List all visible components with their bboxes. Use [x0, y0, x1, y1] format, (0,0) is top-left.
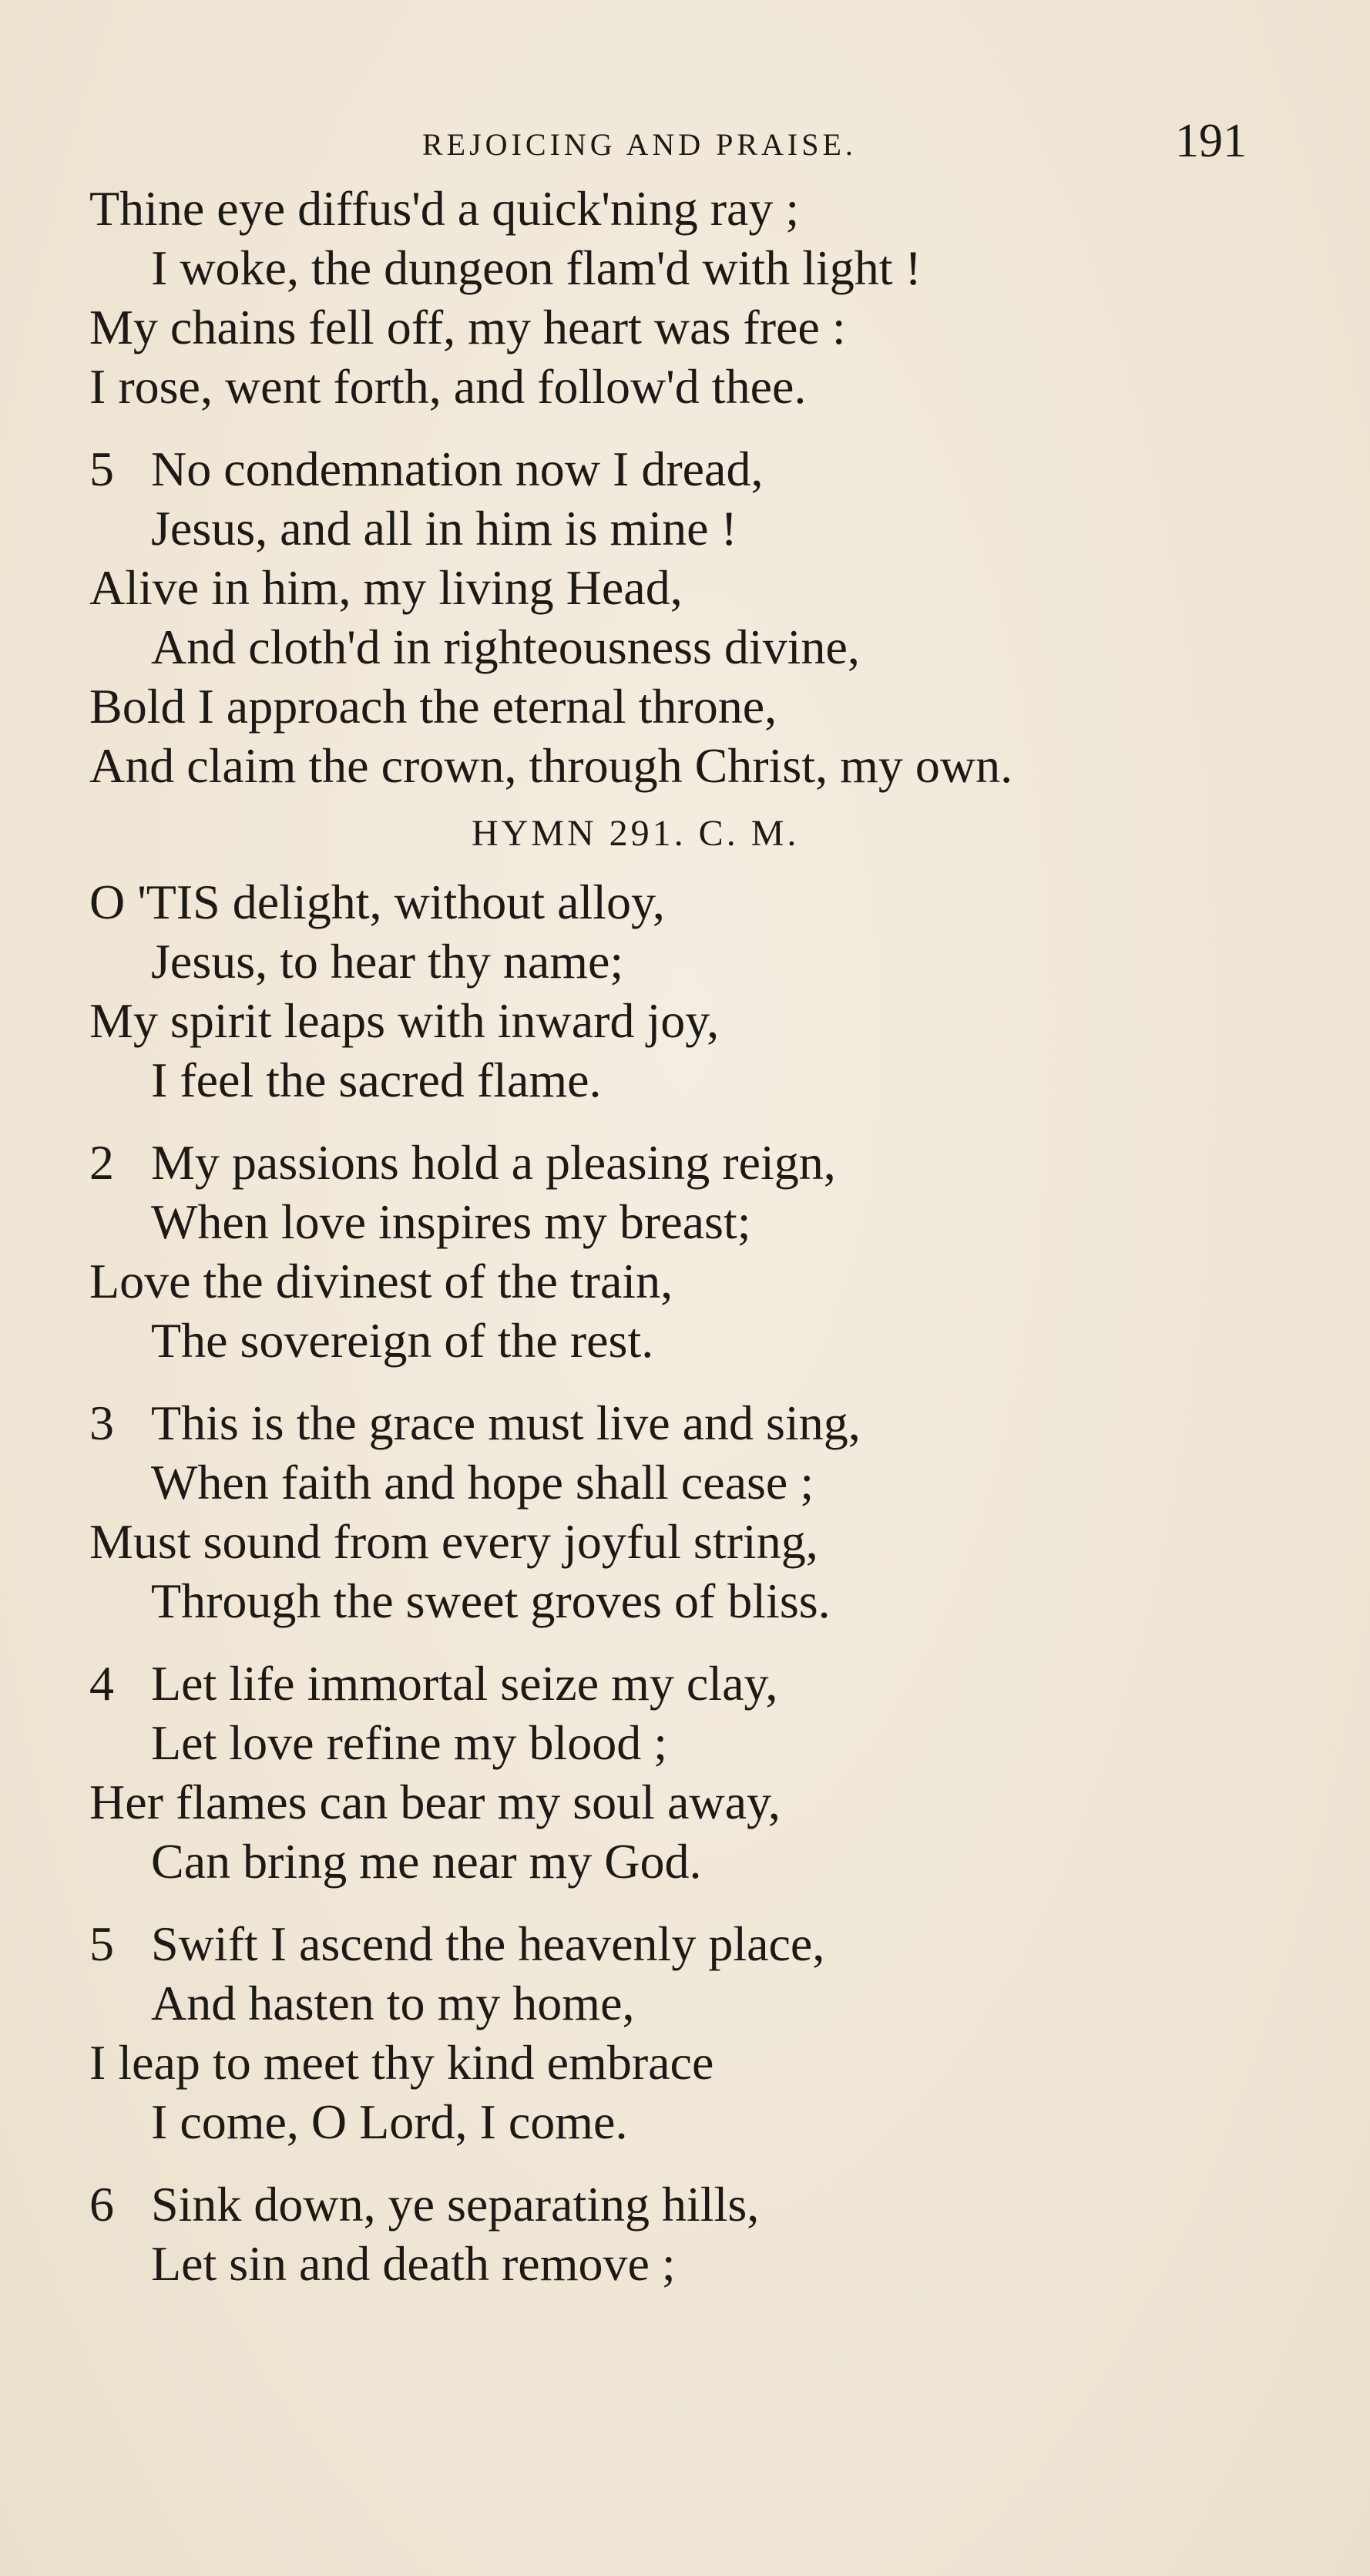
verse-line: My spirit leaps with inward joy,: [89, 993, 720, 1048]
text-block: [0, 179, 1370, 2293]
verse-line: I rose, went forth, and follow'd thee.: [89, 359, 807, 414]
stanza-number: 5: [89, 442, 114, 496]
verse-line: Thine eye diffus'd a quick'ning ray ;: [89, 181, 800, 236]
verse-line: 5 No condemnation now I dread,: [0, 439, 1370, 499]
verse-line: Bold I approach the eternal throne,: [89, 679, 777, 734]
stanza-4: [0, 1654, 1370, 1891]
verse-line: When faith and hope shall cease ;: [151, 1455, 814, 1510]
stanza-3: [0, 1393, 1370, 1631]
verse-line: 2 My passions hold a pleasing reign,: [0, 1133, 1370, 1192]
stanza-number: 4: [89, 1656, 114, 1711]
verse-line: Let sin and death remove ;: [151, 2236, 676, 2291]
stanza-number: 6: [89, 2177, 114, 2232]
verse-line: 4 Let life immortal seize my clay,: [0, 1654, 1370, 1713]
verse-line: Jesus, and all in him is mine !: [151, 501, 737, 556]
stanza-5-previous-hymn: [0, 439, 1370, 795]
verse-line: Jesus, to hear thy name;: [151, 934, 624, 989]
running-head: REJOICING AND PRAISE.: [422, 127, 857, 162]
verse-line: Her flames can bear my soul away,: [89, 1775, 781, 1829]
verse-line: And hasten to my home,: [151, 1976, 635, 2030]
verse-line: O 'TIS delight, without alloy,: [89, 875, 665, 929]
verse-line: I come, O Lord, I come.: [151, 2094, 628, 2149]
verse-line: My chains fell off, my heart was free :: [89, 300, 846, 354]
verse-line: Through the sweet groves of bliss.: [151, 1573, 831, 1628]
verse-line: I leap to meet thy kind embrace: [89, 2035, 714, 2090]
verse-line: The sovereign of the rest.: [151, 1313, 654, 1368]
page-number: 191: [1175, 115, 1247, 167]
verse-line: I woke, the dungeon flam'd with light !: [151, 240, 922, 295]
verse-line: 3 This is the grace must live and sing,: [0, 1393, 1370, 1453]
hymn-title: HYMN 291. C. M.: [472, 813, 800, 854]
verse-line: Love the divinest of the train,: [89, 1254, 673, 1308]
stanza-number: 3: [89, 1395, 114, 1450]
stanza-1: [0, 872, 1370, 1110]
stanza-6: [0, 2175, 1370, 2293]
verse-line: 5 Swift I ascend the heavenly place,: [0, 1914, 1370, 1973]
verse-line: Let love refine my blood ;: [151, 1715, 668, 1770]
verse-line: 6 Sink down, ye separating hills,: [0, 2175, 1370, 2234]
stanza-2: [0, 1133, 1370, 1370]
verse-line: I feel the sacred flame.: [151, 1053, 602, 1107]
verse-line: Must sound from every joyful string,: [89, 1514, 818, 1569]
verse-line: Alive in him, my living Head,: [89, 560, 683, 615]
stanza-5: [0, 1914, 1370, 2151]
stanza-number: 2: [89, 1135, 114, 1190]
verse-line: And claim the crown, through Christ, my own.: [89, 738, 1013, 793]
verse-line: When love inspires my breast;: [151, 1194, 751, 1249]
page-header: [0, 116, 1370, 170]
verse-line: And cloth'd in righteousness divine,: [151, 620, 860, 674]
verse-line: Can bring me near my God.: [151, 1834, 702, 1889]
stanza-number: 5: [89, 1916, 114, 1971]
stanza-continuation: [0, 179, 1370, 416]
